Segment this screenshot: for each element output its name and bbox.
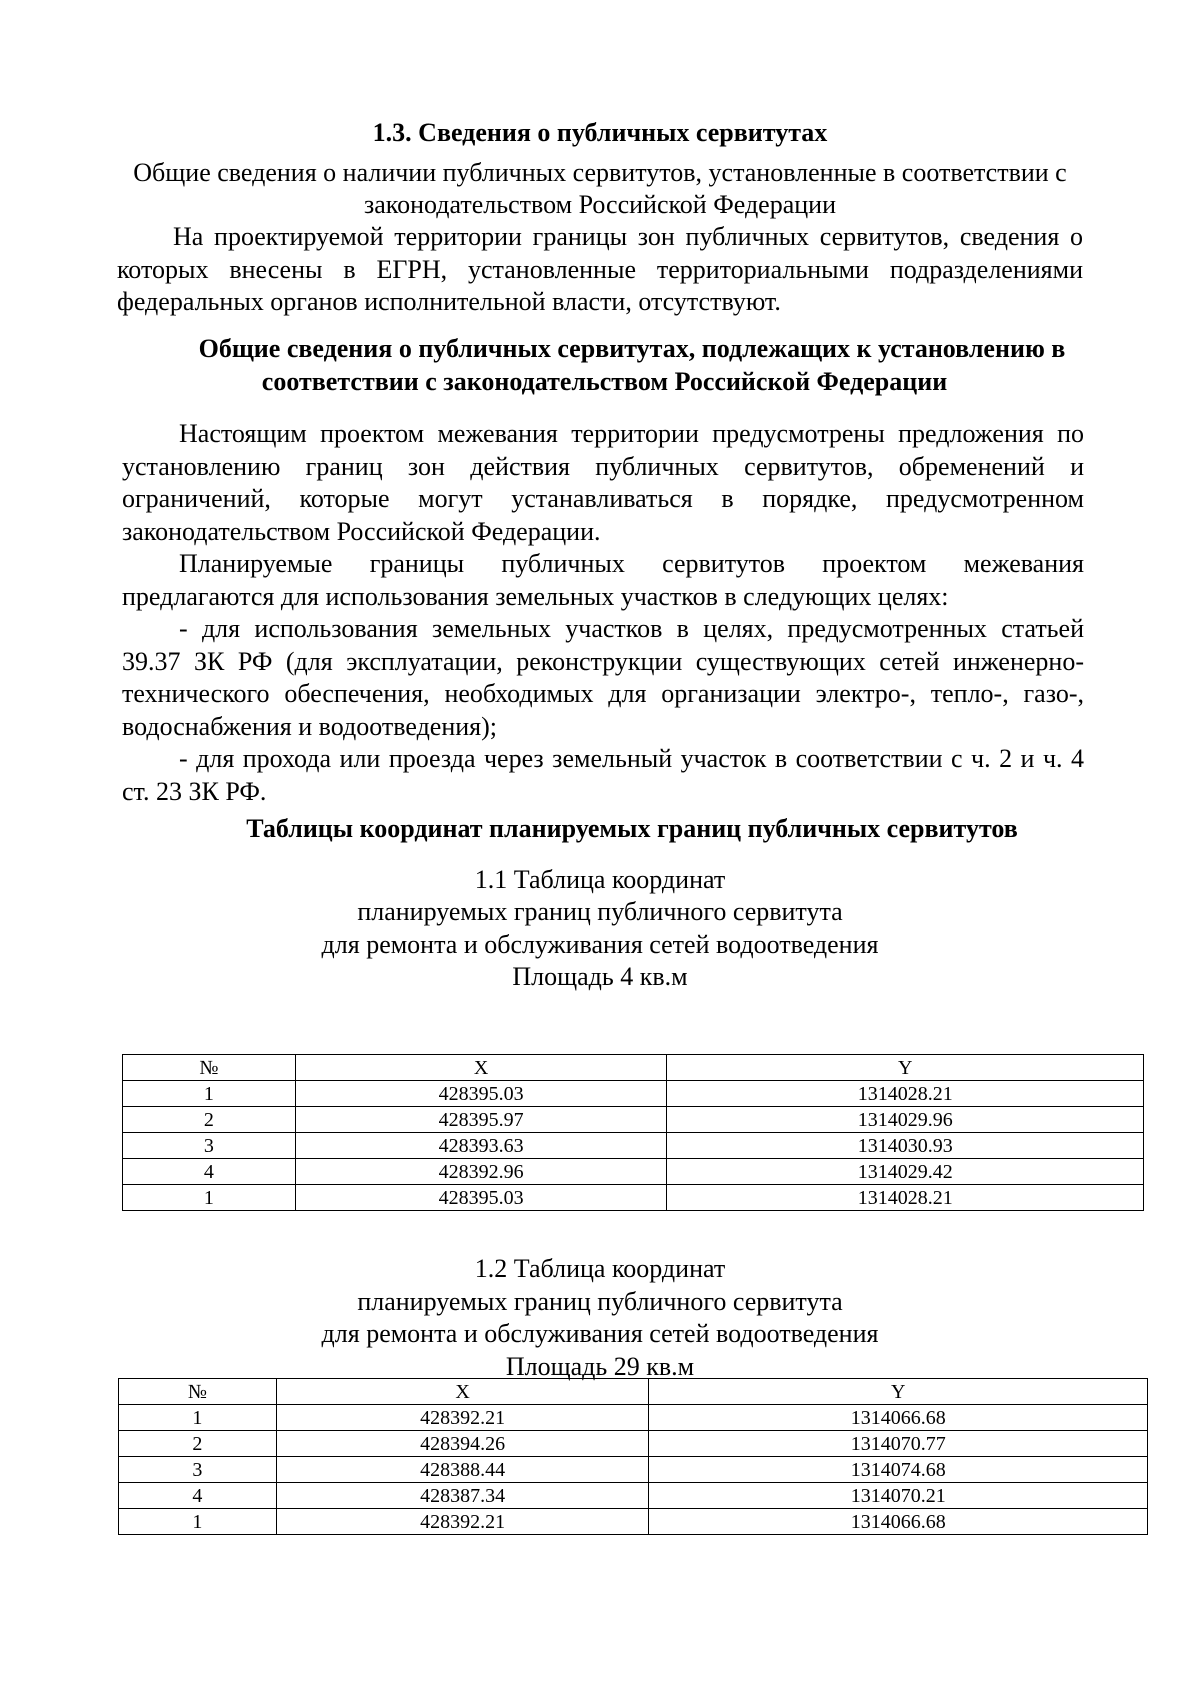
table-row [119, 1405, 1148, 1431]
cell-x: 428394.26 [276, 1431, 649, 1457]
table-row [123, 1133, 1144, 1159]
coordinates-table-1 [122, 1054, 1144, 1211]
header-x: X [295, 1055, 667, 1081]
cell-number: 2 [123, 1107, 296, 1133]
cell-x: 428387.34 [276, 1483, 649, 1509]
cell-x: 428392.21 [276, 1509, 649, 1535]
cell-x: 428392.96 [295, 1159, 667, 1185]
cell-number: 4 [119, 1483, 277, 1509]
paragraph-purpose-passage: - для прохода или проезда через земельный участок в соответствии с ч. 2 и ч. 4 ст. 23 ЗК РФ. [122, 744, 1084, 806]
cell-y: 1314029.96 [667, 1107, 1144, 1133]
cell-number: 3 [119, 1457, 277, 1483]
table2-caption-subject: планируемых границ публичного сервитута [357, 1287, 843, 1316]
table-row [119, 1483, 1148, 1509]
header-y: Y [667, 1055, 1144, 1081]
paragraph-project-proposals: Настоящим проектом межевания территории предусмотрены предложения по установлению границ зон действия публичных сервитутов, обременений и ограничений, которые могут устанавливаться в порядке, предусмотренном законодательством Российской Федерации. [122, 419, 1084, 546]
table-row [123, 1107, 1144, 1133]
cell-number: 3 [123, 1133, 296, 1159]
header-number: № [123, 1055, 296, 1081]
table2-caption-purpose: для ремонта и обслуживания сетей водоотведения [321, 1319, 879, 1348]
table-row [123, 1159, 1144, 1185]
general-heading-line1: Общие сведения о наличии публичных сервитутов, установленные в соответствии с [133, 158, 1067, 187]
cell-y: 1314030.93 [667, 1133, 1144, 1159]
cell-x: 428388.44 [276, 1457, 649, 1483]
coordinates-table-2 [118, 1378, 1148, 1535]
cell-x: 428395.03 [295, 1081, 667, 1107]
table-row [123, 1081, 1144, 1107]
cell-y: 1314070.21 [649, 1483, 1148, 1509]
paragraph-purpose-engineering: - для использования земельных участков в целях, предусмотренных статьей 39.37 ЗК РФ (для эксплуатации, реконструкции существующих сетей инженерно-технического обеспечения, необходимых для организации электро-, тепло-, газо-, водоснабжения и водоотведения); [122, 614, 1084, 741]
header-y: Y [649, 1379, 1148, 1405]
table-row [123, 1185, 1144, 1211]
cell-y: 1314028.21 [667, 1081, 1144, 1107]
header-x: X [276, 1379, 649, 1405]
table-row [119, 1457, 1148, 1483]
cell-x: 428393.63 [295, 1133, 667, 1159]
cell-number: 2 [119, 1431, 277, 1457]
table2-caption-title: 1.2 Таблица координат [474, 1254, 726, 1283]
general-heading-line2: законодательством Российской Федерации [364, 190, 836, 219]
header-number: № [119, 1379, 277, 1405]
table1-caption-title: 1.1 Таблица координат [474, 865, 726, 894]
paragraph-purposes: Планируемые границы публичных сервитутов проектом межевания предлагаются для использования земельных участков в следующих целях: [122, 549, 1084, 611]
cell-number: 1 [123, 1185, 296, 1211]
tables-heading: Таблицы координат планируемых границ публичных сервитутов [246, 814, 1018, 843]
cell-y: 1314066.68 [649, 1405, 1148, 1431]
table2-caption-area: Площадь 29 кв.м [505, 1352, 695, 1381]
cell-number: 1 [119, 1509, 277, 1535]
cell-x: 428395.97 [295, 1107, 667, 1133]
bold-heading-line2: соответствии с законодательством Российской Федерации [261, 367, 948, 396]
bold-heading-line1: Общие сведения о публичных сервитутах, подлежащих к установлению в [198, 334, 1066, 363]
cell-y: 1314028.21 [667, 1185, 1144, 1211]
general-paragraph: На проектируемой территории границы зон публичных сервитутов, сведения о которых внесены в ЕГРН, установленные территориальными подразделениями федеральных органов исполнительной власти, отсутствуют. [117, 222, 1083, 316]
cell-number: 4 [123, 1159, 296, 1185]
table-row [119, 1509, 1148, 1535]
table1-caption-area: Площадь 4 кв.м [512, 962, 688, 991]
table1-caption-purpose: для ремонта и обслуживания сетей водоотведения [321, 930, 879, 959]
table1-caption-subject: планируемых границ публичного сервитута [357, 897, 843, 926]
cell-y: 1314066.68 [649, 1509, 1148, 1535]
cell-x: 428392.21 [276, 1405, 649, 1431]
cell-number: 1 [123, 1081, 296, 1107]
cell-y: 1314029.42 [667, 1159, 1144, 1185]
table-header-row [123, 1055, 1144, 1081]
section-title: 1.3. Сведения о публичных сервитутах [372, 118, 828, 147]
cell-y: 1314070.77 [649, 1431, 1148, 1457]
table-row [119, 1431, 1148, 1457]
cell-number: 1 [119, 1405, 277, 1431]
cell-x: 428395.03 [295, 1185, 667, 1211]
table-header-row [119, 1379, 1148, 1405]
cell-y: 1314074.68 [649, 1457, 1148, 1483]
